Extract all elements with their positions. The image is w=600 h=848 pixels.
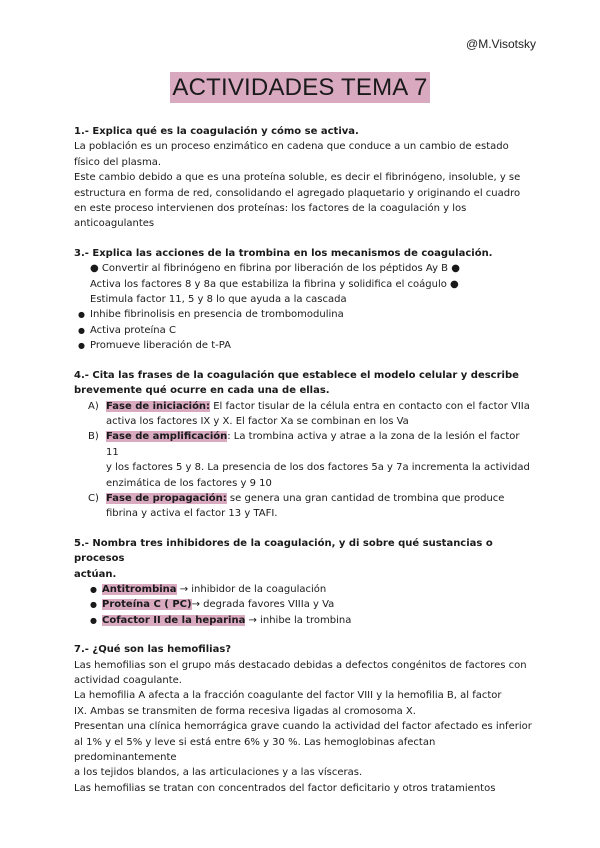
q1-line-2: físico del plasma. [74, 156, 162, 168]
phase-text: El factor tisular de la célula entra en contacto con el factor VIIa [210, 400, 530, 412]
q7-line-8: Las hemofilias se tratan con concentrados del factor deficitario y otros tratamientos [74, 782, 496, 794]
inhibitor-desc: → inhibe la trombina [245, 614, 352, 626]
phase-text: y los factores 5 y 8. La presencia de los dos factores 5a y 7a incrementa la actividad [106, 462, 530, 474]
question-5-heading-line-2: actúan. [74, 568, 117, 580]
q1-line-1: La población es un proceso enzimático en cadena que conduce a un cambio de estado [74, 141, 509, 153]
list-item: ● Activa proteína C [90, 323, 534, 338]
phase-term-highlight: Fase de amplificación [106, 431, 228, 443]
q7-line-3: La hemofilia A afecta a la fracción coagulante del factor VIII y la hemofilia B, al factor [74, 690, 502, 702]
q4-phase-list [74, 399, 534, 522]
q3-line-1: ● Convertir al fibrinógeno en fibrina por liberación de los péptidos Ay B ● [90, 263, 460, 275]
phase-term-highlight: Fase de iniciación: [106, 400, 211, 412]
q3-line-2: Activa los factores 8 y 8a que estabiliza la fibrina y solidifica el coágulo ● [90, 278, 459, 290]
inhibitor-term-highlight: Antitrombina [102, 583, 177, 595]
list-item [102, 582, 534, 597]
question-4-heading-line-2: brevemente qué ocurre en cada una de ellas. [74, 385, 330, 397]
title-container [0, 72, 600, 103]
list-item [88, 399, 534, 430]
phase-term-highlight: Fase de propagación: [106, 492, 227, 504]
question-1-heading: 1.- Explica qué es la coagulación y cómo se activa. [74, 126, 359, 137]
q7-line-6: al 1% y el 5% y leve si está entre 6% y 30 %. Las hemoglobinas afectan predominantemente [74, 736, 436, 764]
q1-line-3: Este cambio debido a que es una proteína soluble, es decir el fibrinógeno, insoluble, y se [74, 172, 521, 184]
q3-line-3: Estimula factor 11, 5 y 8 lo que ayuda a la cascada [90, 294, 347, 306]
page-title: ACTIVIDADES TEMA 7 [172, 74, 428, 101]
q1-line-5: en este proceso intervienen dos proteínas: los factores de la coagulación y los [74, 203, 467, 215]
question-4-heading-line-1: 4.- Cita las frases de la coagulación que establece el modelo celular y describe [74, 369, 519, 381]
inhibitor-desc: → degrada favores VIIIa y Va [191, 599, 335, 611]
q3-bullet-list [74, 307, 534, 353]
list-item: ● Inhibe fibrinolisis en presencia de trombomodulina [90, 307, 534, 322]
list-marker: A) [88, 400, 99, 412]
list-item [102, 613, 534, 628]
author-handle: @M.Visotsky [466, 37, 536, 51]
q1-line-4: estructura en forma de red, consolidando el agregado plaquetario y originando el cuadro [74, 187, 521, 199]
q5-inhibitor-list [74, 582, 534, 628]
q7-line-5: Presentan una clínica hemorrágica grave cuando la actividad del factor afectado es inferior [74, 721, 532, 733]
phase-text: activa los factores IX y X. El factor Xa se combinan en los Va [106, 415, 409, 427]
list-item [102, 597, 534, 612]
q1-line-6: anticoagulantes [74, 218, 155, 230]
inhibitor-term-highlight: Cofactor II de la heparina [102, 614, 246, 626]
phase-text: fibrina y activa el factor 13 y TAFI. [106, 508, 278, 520]
phase-text: se genera una gran cantidad de trombina que produce [226, 492, 505, 504]
list-item: ● Promueve liberación de t-PA [90, 338, 534, 353]
question-3-heading: 3.- Explica las acciones de la trombina en los mecanismos de coagulación. [74, 247, 493, 259]
phase-text: : La trombina activa y atrae a la zona de la lesión el factor 11 [106, 431, 520, 458]
list-marker: B) [88, 431, 99, 443]
q7-line-1: Las hemofilias son el grupo más destacado debidas a defectos congénitos de factores con [74, 659, 527, 671]
list-marker: C) [88, 492, 99, 504]
question-5-heading-line-1: 5.- Nombra tres inhibidores de la coagulación, y di sobre qué sustancias o procesos [74, 537, 493, 565]
list-item [88, 491, 534, 522]
q7-line-4: IX. Ambas se transmiten de forma recesiva ligadas al cromosoma X. [74, 705, 416, 717]
q7-line-7: a los tejidos blandos, a las articulaciones y a las vísceras. [74, 767, 363, 779]
q7-line-2: actividad coagulante. [74, 675, 182, 686]
inhibitor-desc: → inhibidor de la coagulación [176, 583, 327, 595]
document-content [74, 124, 534, 796]
list-item [88, 429, 534, 491]
phase-text: enzimática de los factores y 9 10 [106, 477, 272, 489]
question-7-heading: 7.- ¿Qué son las hemofilias? [74, 644, 232, 656]
inhibitor-term-highlight: Proteína C ( PC) [102, 599, 192, 611]
